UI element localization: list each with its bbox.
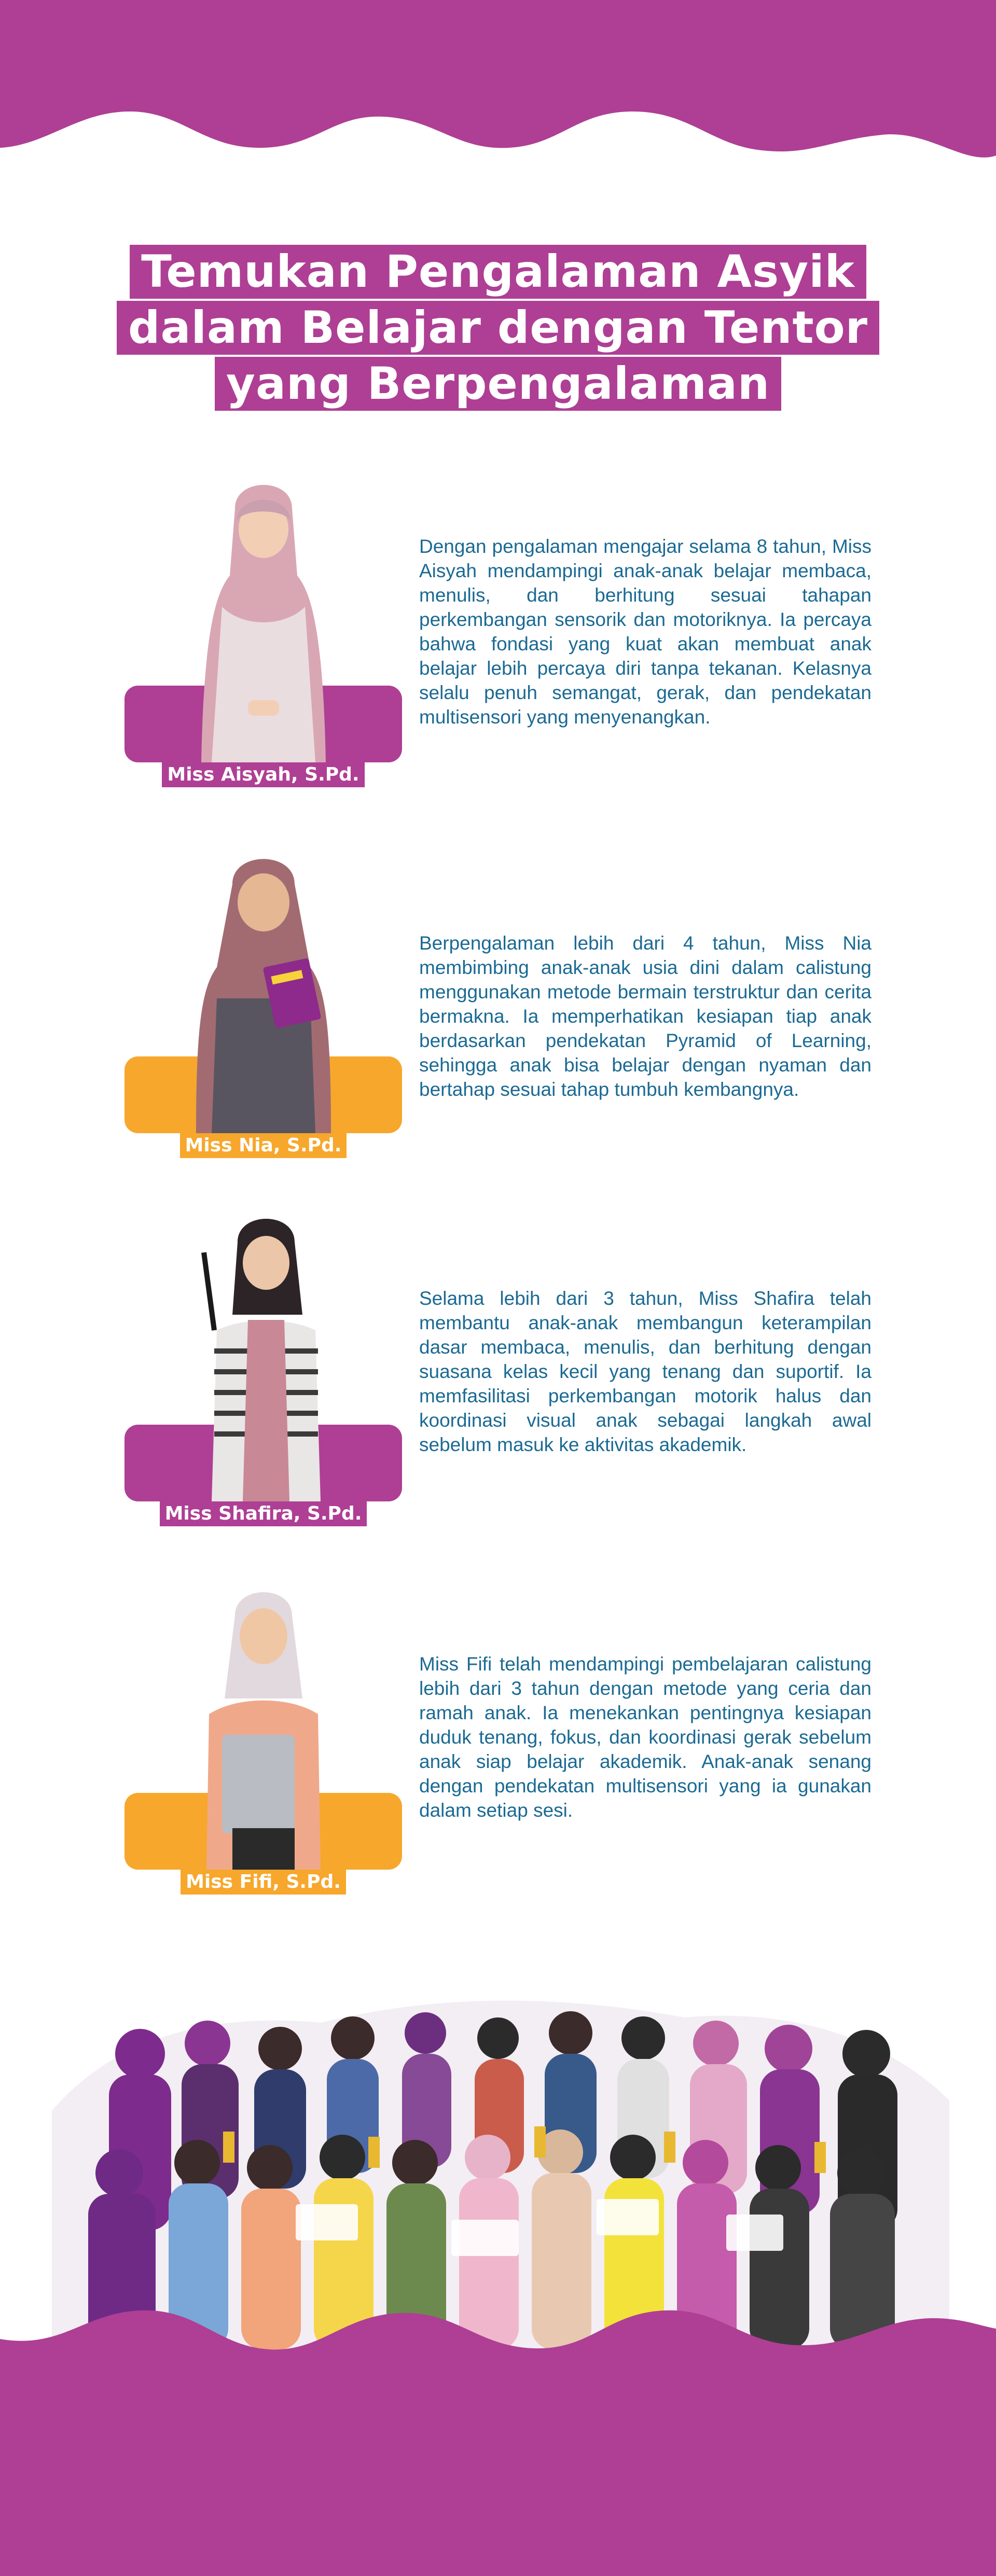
headline-line-1: Temukan Pengalaman Asyik — [130, 245, 866, 299]
tutor-card-shafira — [125, 1190, 872, 1553]
headline-line-3: yang Berpengalaman — [215, 357, 781, 411]
tutor-photo — [125, 1558, 402, 1870]
headline-line-2: dalam Belajar dengan Tentor — [117, 301, 879, 355]
tutor-name-label: Miss Fifi, S.Pd. — [181, 1870, 346, 1895]
tutor-card-nia — [125, 822, 872, 1185]
tutor-portrait-icon — [186, 843, 341, 1133]
tutor-portrait-icon — [186, 1579, 341, 1870]
tutor-card-fifi — [125, 1558, 872, 1921]
page-headline — [0, 244, 996, 412]
tutor-name-label: Miss Nia, S.Pd. — [180, 1133, 347, 1158]
tutor-name-label: Miss Shafira, S.Pd. — [160, 1501, 367, 1526]
bottom-wave-icon — [0, 2303, 996, 2576]
tutor-portrait-icon — [186, 472, 341, 762]
tutor-bio: Dengan pengalaman mengajar selama 8 tahun, Miss Aisyah mendampingi anak-anak belajar membaca, menulis, dan berhitung sesuai tahapan perkembangan sensorik dan motoriknya. Ia percaya bahwa fondasi yang kuat akan membuat anak belajar lebih percaya diri tanpa tekanan. Kelasnya selalu penuh semangat, gerak, dan pendekatan multisensori yang menyenangkan. — [419, 536, 872, 728]
tutor-name-label: Miss Aisyah, S.Pd. — [162, 762, 364, 787]
tutor-photo — [125, 1190, 402, 1501]
group-photo-icon — [52, 1976, 949, 2349]
tutor-bio: Selama lebih dari 3 tahun, Miss Shafira telah membantu anak-anak membangun keterampilan dasar membaca, menulis, dan berhitung dengan suasana kelas kecil yang tenang dan suportif. Ia memfasilitasi perkembangan motorik halus dan koordinasi visual anak sebagai langkah awal sebelum masuk ke aktivitas akademik. — [419, 1288, 872, 1455]
tutor-card-aisyah — [125, 451, 872, 814]
tutor-bio: Miss Fifi telah mendampingi pembelajaran calistung lebih dari 3 tahun dengan metode yang ceria dan ramah anak. Ia menekankan pentingnya kesiapan duduk tenang, fokus, dan koordinasi gerak sebelum anak siap belajar akademik. Anak-anak senang dengan pendekatan multisensori yang ia gunakan dalam setiap sesi. — [419, 1653, 872, 1821]
tutor-portrait-icon — [186, 1211, 341, 1501]
tutor-photo — [125, 822, 402, 1133]
tutor-bio: Berpengalaman lebih dari 4 tahun, Miss Nia membimbing anak-anak usia dini dalam calistung menggunakan metode bermain terstruktur dan cerita bermakna. Ia memperhatikan kesiapan tiap anak berdasarkan pendekatan Pyramid of Learning, sehingga anak bisa belajar dengan nyaman dan bertahap sesuai tahap tumbuh kembangnya. — [419, 932, 872, 1100]
top-wave-icon — [0, 0, 996, 166]
tutor-photo — [125, 451, 402, 762]
